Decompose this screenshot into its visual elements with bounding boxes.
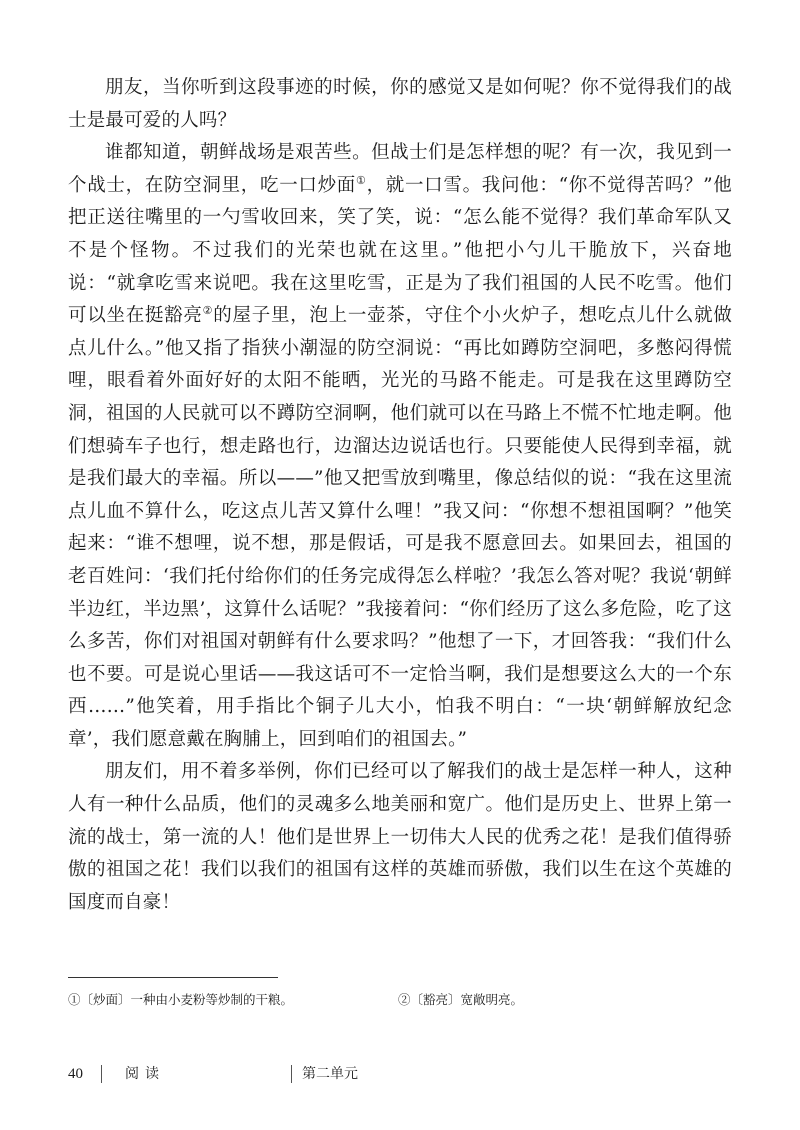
paragraph-2 xyxy=(68,137,732,756)
page-body xyxy=(68,72,732,919)
paragraph-3: 朋友们，用不着多举例，你们已经可以了解我们的战士是怎样一种人，这种人有一种什么品质，他们的灵魂多么地美丽和宽广。他们是历史上、世界上第一流的战士，第一流的人！他们是世界上一切伟大人民的优秀之花！是我们值得骄傲的祖国之花！我们以我们的祖国有这样的英雄而骄傲，我们以生在这个英雄的国度而自豪！ xyxy=(68,761,732,913)
paragraph-2-part-a: 谁都知道，朝鲜战场是艰苦些。但战士们是怎样想的呢？有一次，我见到一个战士，在防空洞里，吃一口炒面 xyxy=(68,142,732,196)
footnote-marker-1: ① xyxy=(356,173,367,187)
footer-divider-1 xyxy=(101,1065,102,1083)
footnote-rule xyxy=(68,977,278,978)
paragraph-2-part-b: ，就一口雪。我问他：“你不觉得苦吗？”他把正送往嘴里的一勺雪收回来，笑了笑，说：“怎么能不觉得？我们革命军队又不是个怪物。不过我们的光荣也就在这里。”他把小勺儿干脆放下，兴奋地说：“就拿吃雪来说吧。我在这里吃雪，正是为了我们祖国的人民不吃雪。他们可以坐在挺豁亮 xyxy=(68,174,732,327)
page-footer xyxy=(68,1062,732,1086)
footer-unit: 第二单元 xyxy=(302,1066,358,1082)
paragraph-2-part-c: 的屋子里，泡上一壶茶，守住个小火炉子，想吃点儿什么就做点儿什么。”他又指了指狭小潮湿的防空洞说：“再比如蹲防空洞吧，多憋闷得慌哩，眼看着外面好好的太阳不能晒，光光的马路不能走。可是我在这里蹲防空洞，祖国的人民就可以不蹲防空洞啊，他们就可以在马路上不慌不忙地走啊。他们想骑车子也行，想走路也行，边溜达边说话也行。只要能使人民得到幸福，就是我们最大的幸福。所以——”他又把雪放到嘴里，像总结似的说：“我在这里流点儿血不算什么，吃这点儿苦又算什么哩！”我又问：“你想不想祖国啊？”他笑起来：“谁不想哩，说不想，那是假话，可是我不愿意回去。如果回去，祖国的老百姓问：‘我们托付给你们的任务完成得怎么样啦？’我怎么答对呢？我说‘朝鲜半边红，半边黑’，这算什么话呢？”我接着问：“你们经历了这么多危险，吃了这么多苦，你们对祖国对朝鲜有什么要求吗？”他想了一下，才回答我：“我们什么也不要。可是说心里话——我这话可不一定恰当啊，我们是想要这么大的一个东西……”他笑着，用手指比个铜子儿大小，怕我不明白：“一块‘朝鲜解放纪念章’，我们愿意戴在胸脯上，回到咱们的祖国去。” xyxy=(68,305,733,750)
footnote-marker-2: ② xyxy=(202,304,214,317)
footnote-1: ①〔炒面〕一种由小麦粉等炒制的干粮。 xyxy=(68,992,294,1007)
footnote-2: ②〔豁亮〕宽敞明亮。 xyxy=(398,992,524,1007)
footer-divider-2 xyxy=(291,1065,292,1083)
footer-section: 阅读 xyxy=(125,1066,165,1082)
page-number: 40 xyxy=(68,1066,83,1082)
paragraph-1: 朋友，当你听到这段事迹的时候，你的感觉又是如何呢？你不觉得我们的战士是最可爱的人吗？ xyxy=(68,77,732,131)
